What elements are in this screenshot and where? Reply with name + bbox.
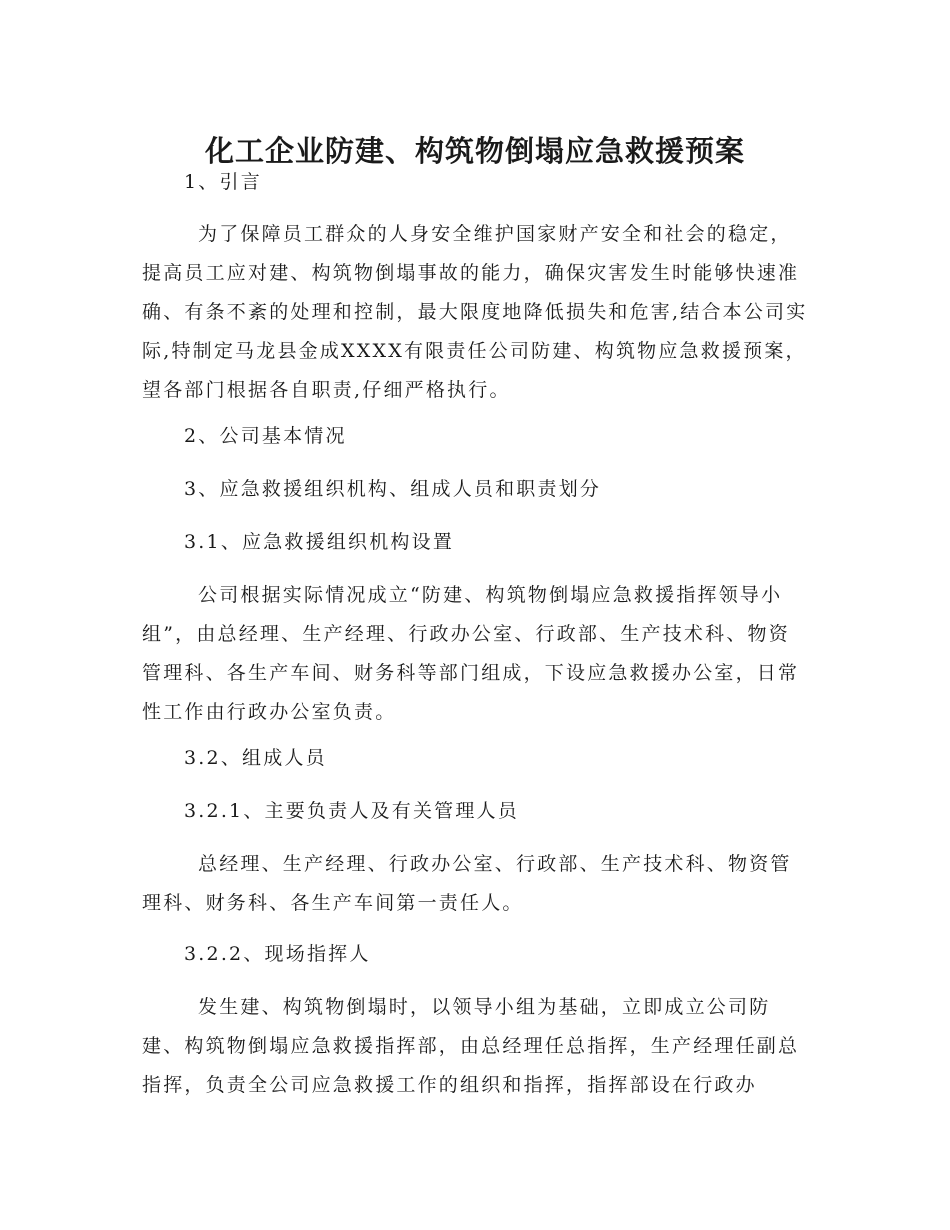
section-heading-introduction: 1、引言 <box>184 171 262 193</box>
paragraph-introduction: 为了保障员工群众的人身安全维护国家财产安全和社会的稳定，提高员工应对建、构筑物倒塌事故的能力，确保灾害发生时能够快速准确、有条不紊的处理和控制，最大限度地降低损失和危害,结合本公司实际,特制定马龙县金成XXXX有限责任公司防建、构筑物应急救援预案，望各部门根据各自职责,仔细严格执行。 <box>142 223 808 401</box>
paragraph-site-commander: 发生建、构筑物倒塌时，以领导小组为基础，立即成立公司防建、构筑物倒塌应急救援指挥部，由总经理任总指挥，生产经理任副总指挥，负责全公司应急救援工作的组织和指挥，指挥部设在行政办 <box>142 996 800 1096</box>
document-title: 化工企业防建、构筑物倒塌应急救援预案 <box>204 134 745 169</box>
section-heading-main-responsible: 3.2.1、主要负责人及有关管理人员 <box>184 800 519 822</box>
paragraph-main-responsible: 总经理、生产经理、行政办公室、行政部、生产技术科、物资管理科、财务科、各生产车间第一责任人。 <box>142 853 792 914</box>
section-heading-site-commander: 3.2.2、现场指挥人 <box>184 943 371 965</box>
paragraph-organization-setup: 公司根据实际情况成立“防建、构筑物倒塌应急救援指挥领导小组”，由总经理、生产经理、行政办公室、行政部、生产技术科、物资管理科、各生产车间、财务科等部门组成，下设应急救援办公室，日常性工作由行政办公室负责。 <box>142 584 800 723</box>
section-heading-members: 3.2、组成人员 <box>184 747 327 769</box>
section-heading-company-info: 2、公司基本情况 <box>184 425 347 447</box>
section-heading-organization: 3、应急救援组织机构、组成人员和职责划分 <box>184 478 602 500</box>
section-heading-organization-setup: 3.1、应急救援组织机构设置 <box>184 531 455 553</box>
